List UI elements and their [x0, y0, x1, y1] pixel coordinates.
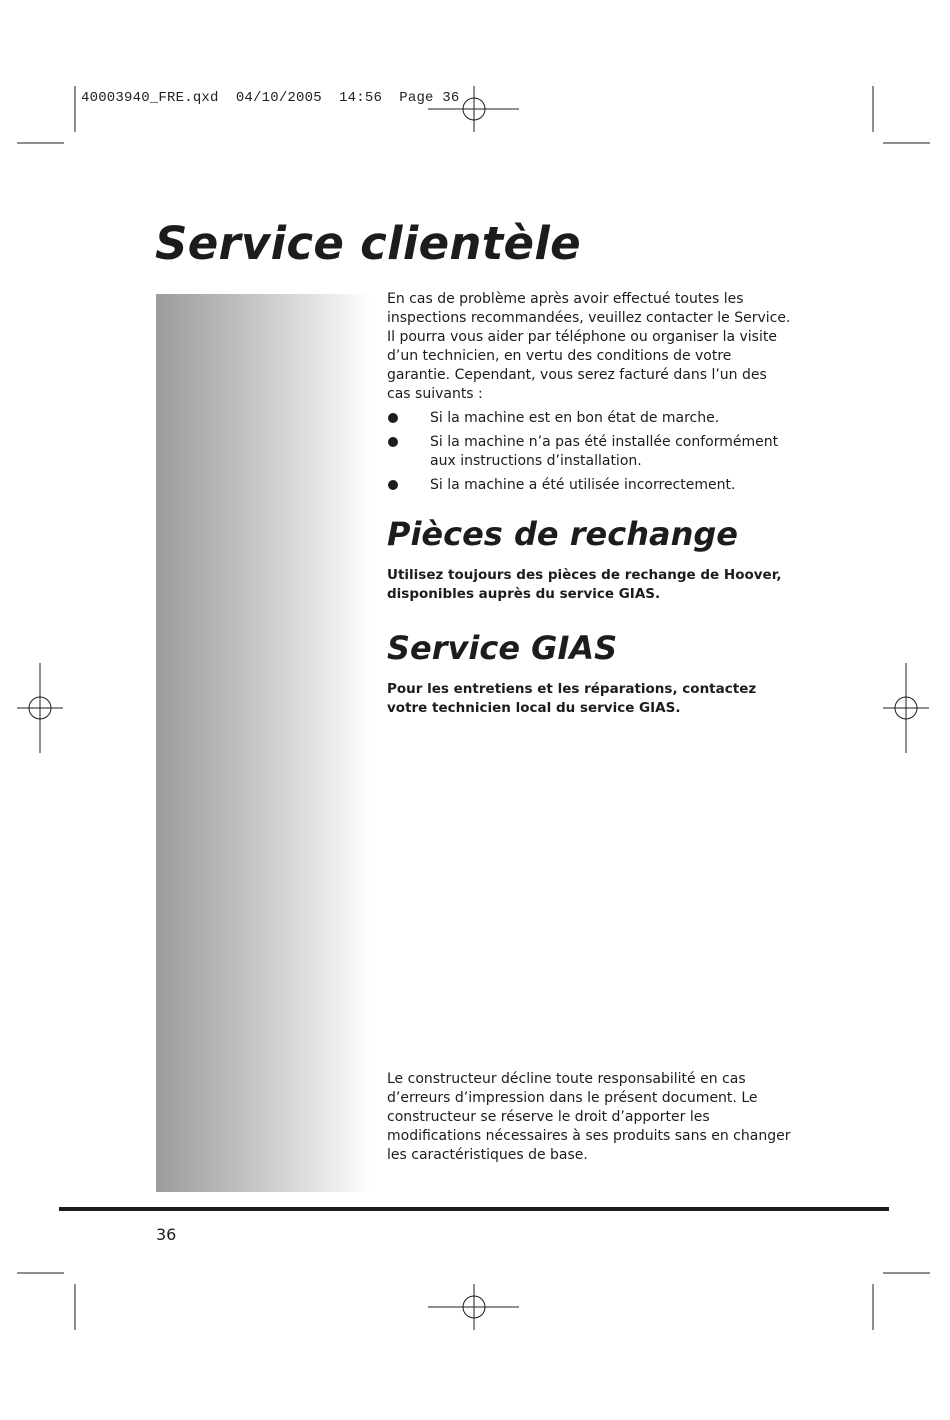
list-item: [387, 476, 792, 495]
file-slug: 40003940_FRE.qxd 04/10/2005 14:56 Page 36: [81, 90, 460, 106]
footer-divider: [59, 1207, 889, 1211]
registration-mark-right: [883, 663, 929, 753]
page-title: Service clientèle: [155, 217, 581, 270]
bullet-icon: [388, 480, 398, 490]
intro-paragraph: En cas de problème après avoir effectué toutes les inspections recommandées, veuillez contacter le Service. Il pourra vous aider par téléphone ou organiser la visite d’un technicien, en vertu des conditions de votre garantie. Cependant, vous serez facturé dans l’un des cas suivants :: [387, 291, 791, 402]
main-content: [387, 290, 792, 718]
registration-mark-top: [428, 86, 519, 132]
heading-gias-service: Service GIAS: [387, 629, 618, 667]
list-item: [387, 433, 792, 471]
gradient-sidebar-panel: [156, 294, 372, 1192]
list-item-text: Si la machine a été utilisée incorrectement.: [430, 477, 736, 493]
conditions-list: [387, 409, 792, 495]
bullet-icon: [388, 413, 398, 423]
heading-spare-parts: Pièces de rechange: [387, 515, 738, 553]
disclaimer-paragraph: Le constructeur décline toute responsabilité en cas d’erreurs d’impression dans le présent document. Le constructeur se réserve le droit d’apporter les modifications nécessaires à ses produits sans en changer les caractéristiques de base.: [387, 1071, 791, 1163]
gias-service-text: Pour les entretiens et les réparations, contactez votre technicien local du service GIAS.: [387, 681, 757, 716]
spare-parts-text: Utilisez toujours des pièces de rechange de Hoover, disponibles auprès du service GIAS.: [387, 567, 782, 602]
registration-mark-left: [17, 663, 63, 753]
list-item-text: Si la machine est en bon état de marche.: [430, 410, 720, 426]
bullet-icon: [388, 437, 398, 447]
list-item-text: Si la machine n’a pas été installée conformément aux instructions d’installation.: [430, 434, 779, 469]
registration-mark-bottom: [428, 1284, 519, 1330]
list-item: [387, 409, 792, 428]
page-number: 36: [156, 1225, 177, 1244]
